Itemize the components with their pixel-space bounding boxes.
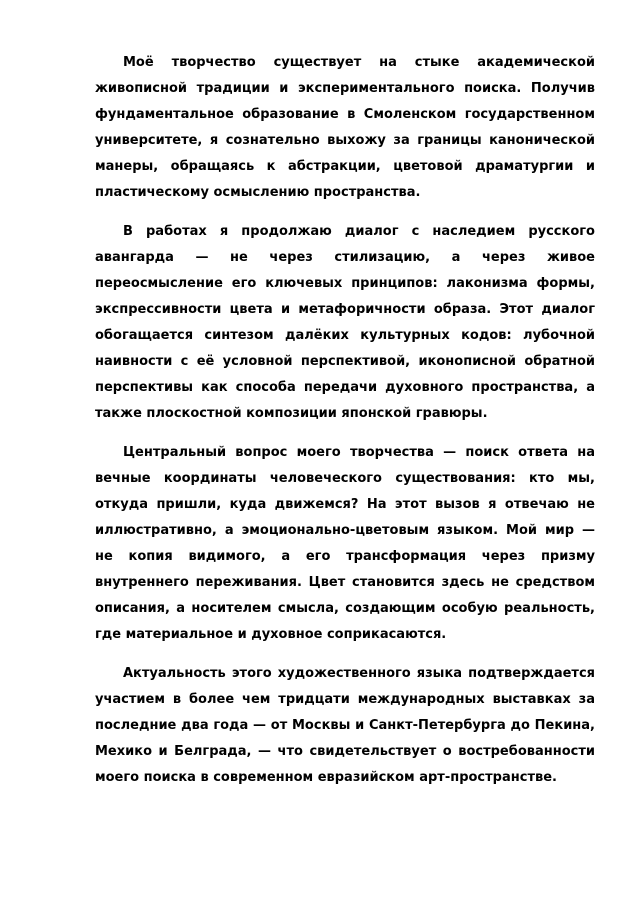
paragraph-1: Моё творчество существует на стыке академической живописной традиции и экспериментального поиска. Получив фундаментальное образование в Смоленском государственном университете, я сознательно выхожу за границы канонической манеры, обращаясь к абстракции, цветовой драматургии и пластическому осмыслению пространства.: [95, 55, 595, 200]
document-body: [95, 50, 595, 791]
paragraph-3: Центральный вопрос моего творчества — поиск ответа на вечные координаты человеческого существования: кто мы, откуда пришли, куда движемся? На этот вызов я отвечаю не иллюстративно, а эмоционально-цветовым языком. Мой мир — не копия видимого, а его трансформация через призму внутреннего переживания. Цвет становится здесь не средством описания, а носителем смысла, создающим особую реальность, где материальное и духовное соприкасаются.: [95, 445, 595, 642]
paragraph-2: В работах я продолжаю диалог с наследием русского авангарда — не через стилизацию, а через живое переосмысление его ключевых принципов: лаконизма формы, экспрессивности цвета и метафоричности образа. Этот диалог обогащается синтезом далёких культурных кодов: лубочной наивности с её условной перспективой, иконописной обратной перспективы как способа передачи духовного пространства, а также плоскостной композиции японской гравюры.: [95, 224, 595, 421]
paragraph-4: Актуальность этого художественного языка подтверждается участием в более чем тридцати международных выставках за последние два года — от Москвы и Санкт-Петербурга до Пекина, Мехико и Белграда, — что свидетельствует о востребованности моего поиска в современном евразийском арт-пространстве.: [95, 666, 595, 785]
